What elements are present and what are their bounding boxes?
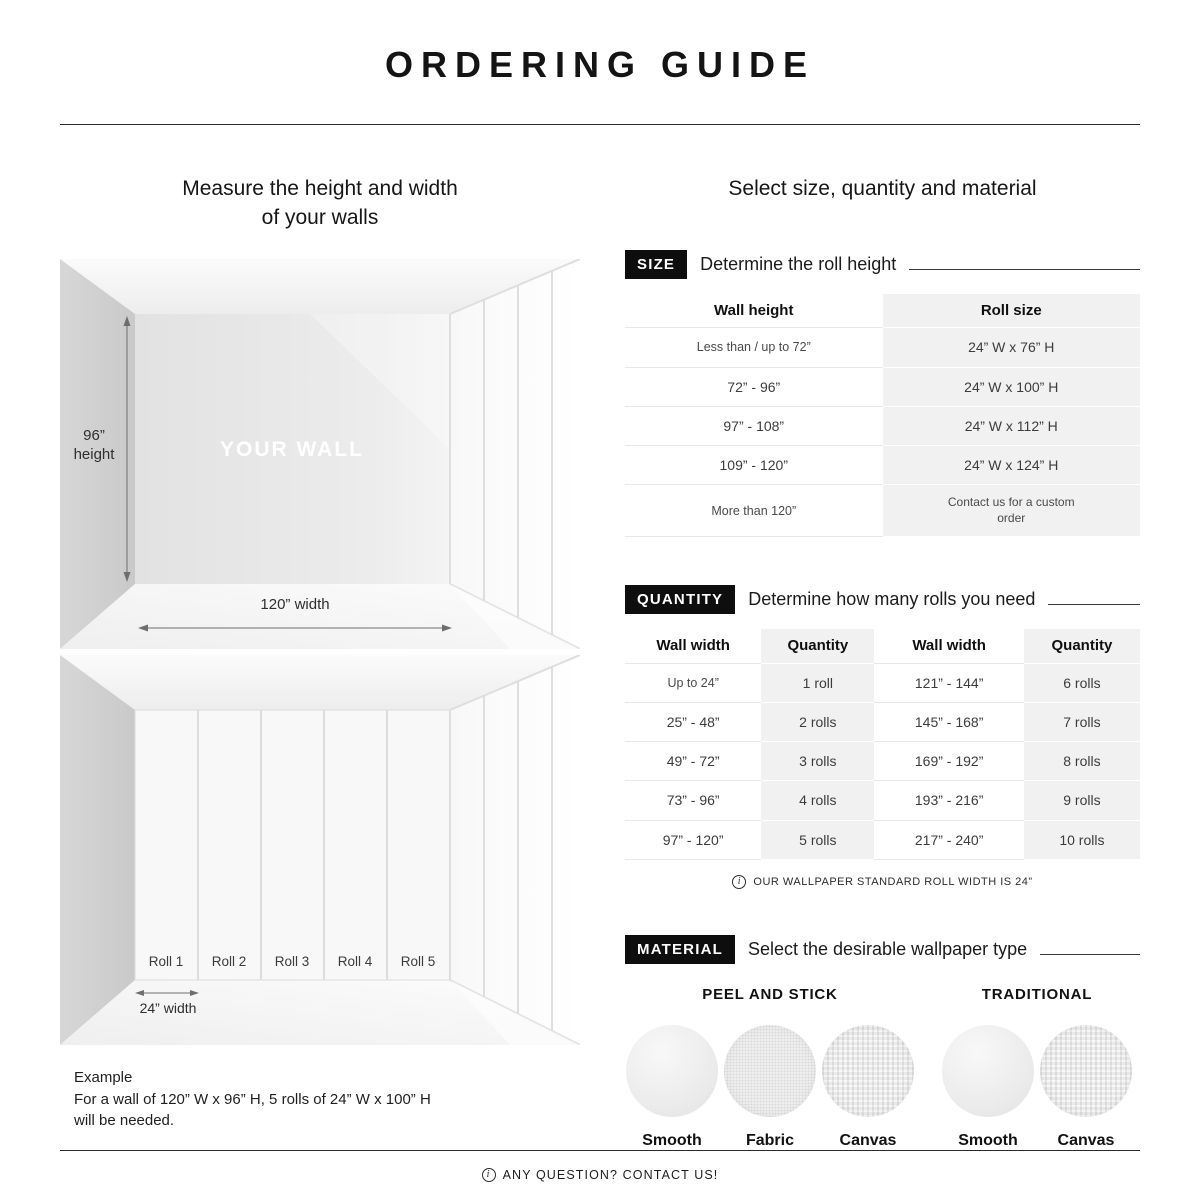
size-row xyxy=(625,407,1140,446)
quantity-row xyxy=(625,781,1140,820)
material-group-title: TRADITIONAL xyxy=(981,985,1093,1003)
wall-width-value: 145” - 168” xyxy=(874,703,1023,742)
wall-width-value: 25” - 48” xyxy=(625,703,761,742)
wall-width-value: 49” - 72” xyxy=(625,742,761,781)
wall-height-value: More than 120” xyxy=(625,485,883,537)
material-subtitle: Select the desirable wallpaper type xyxy=(747,938,1028,959)
size-badge: SIZE xyxy=(625,250,687,279)
left-wall xyxy=(60,655,135,1045)
roll-width-note xyxy=(625,875,1140,889)
roll-width-note-text: OUR WALLPAPER STANDARD ROLL WIDTH IS 24” xyxy=(753,875,1033,888)
quantity-subtitle: Determine how many rolls you need xyxy=(748,589,1036,610)
roll-size-value: 24” W x 100” H xyxy=(883,368,1141,407)
quantity-row xyxy=(625,703,1140,742)
size-row xyxy=(625,485,1140,537)
quantity-value: 2 rolls xyxy=(761,703,874,742)
quantity-value: 3 rolls xyxy=(761,742,874,781)
material-groups xyxy=(625,986,1140,1150)
wall-width-value: 217” - 240” xyxy=(874,821,1023,860)
swatch-canvas xyxy=(1039,1025,1133,1150)
material-section xyxy=(625,935,1140,1150)
your-wall-label: YOUR WALL xyxy=(220,437,364,461)
measure-column xyxy=(60,175,580,1150)
footer-note-text: ANY QUESTION? CONTACT US! xyxy=(502,1167,719,1182)
select-heading-text: Select size, quantity and material xyxy=(728,177,1037,200)
roll-label: Roll 3 xyxy=(274,953,310,969)
wall-width-label: 120” width xyxy=(260,595,330,613)
quantity-value: 6 rolls xyxy=(1024,664,1140,703)
quantity-row xyxy=(625,821,1140,860)
col-roll-size: Roll size xyxy=(883,294,1141,329)
measure-heading xyxy=(60,175,580,233)
canvas-texture-swatch xyxy=(1040,1025,1132,1117)
material-badge: MATERIAL xyxy=(625,935,735,964)
material-group-title: PEEL AND STICK xyxy=(702,985,838,1003)
quantity-value: 5 rolls xyxy=(761,821,874,860)
roll-label: Roll 2 xyxy=(211,953,247,969)
smooth-texture-swatch xyxy=(942,1025,1034,1117)
swatch-row xyxy=(941,1025,1133,1150)
wall-height-value: 72” - 96” xyxy=(625,368,883,407)
quantity-table xyxy=(625,629,1140,859)
roll-label: Roll 1 xyxy=(148,953,184,969)
page-title: ORDERING GUIDE xyxy=(384,44,816,85)
col-wall-width-2: Wall width xyxy=(874,629,1023,664)
window-glass xyxy=(450,655,580,1045)
measure-room-illustration xyxy=(60,259,580,649)
swatch-label: Canvas xyxy=(1057,1131,1115,1149)
select-heading xyxy=(625,175,1140,204)
footer xyxy=(0,1150,1200,1200)
quantity-value: 10 rolls xyxy=(1024,821,1140,860)
quantity-badge: QUANTITY xyxy=(625,585,735,614)
wall-height-value: 109” - 120” xyxy=(625,446,883,485)
rolls-room-illustration xyxy=(60,655,580,1045)
swatch-label: Smooth xyxy=(958,1131,1018,1149)
wall-width-value: 121” - 144” xyxy=(874,664,1023,703)
quantity-value: 8 rolls xyxy=(1024,742,1140,781)
example-line2: will be needed. xyxy=(74,1112,175,1130)
roll-label: Roll 5 xyxy=(400,953,436,969)
size-table xyxy=(625,294,1140,537)
smooth-texture-swatch xyxy=(626,1025,718,1117)
swatch-smooth xyxy=(625,1025,719,1150)
quantity-value: 7 rolls xyxy=(1024,703,1140,742)
size-row xyxy=(625,446,1140,485)
size-rule xyxy=(909,269,1140,270)
size-section xyxy=(625,250,1140,537)
roll-size-value: 24” W x 124” H xyxy=(883,446,1141,485)
quantity-section-head xyxy=(625,585,1140,614)
wall-width-value: 97” - 120” xyxy=(625,821,761,860)
measure-heading-line1: Measure the height and width xyxy=(182,177,458,200)
material-section-head xyxy=(625,935,1140,964)
wall-width-value: 73” - 96” xyxy=(625,781,761,820)
example-title: Example xyxy=(74,1068,133,1086)
height-value-label: 96” xyxy=(83,426,105,444)
swatch-fabric xyxy=(723,1025,817,1150)
quantity-rule xyxy=(1048,604,1140,605)
roll-size-value xyxy=(883,485,1141,537)
footer-note xyxy=(0,1168,1200,1182)
info-icon: i xyxy=(732,875,746,889)
quantity-value: 9 rolls xyxy=(1024,781,1140,820)
wall-width-value: 193” - 216” xyxy=(874,781,1023,820)
info-icon: i xyxy=(482,1168,496,1182)
swatch-label: Canvas xyxy=(839,1131,897,1149)
roll-label: Roll 4 xyxy=(337,953,373,969)
example-line1: For a wall of 120” W x 96” H, 5 rolls of 24” W x 100” H xyxy=(74,1090,431,1108)
col-wall-height: Wall height xyxy=(625,294,883,329)
title-divider xyxy=(60,124,1140,125)
wall-height-value: 97” - 108” xyxy=(625,407,883,446)
swatch-smooth xyxy=(941,1025,1035,1150)
main-content xyxy=(0,175,1200,1150)
size-section-head xyxy=(625,250,1140,279)
fabric-texture-swatch xyxy=(724,1025,816,1117)
quantity-table-header xyxy=(625,629,1140,664)
quantity-row xyxy=(625,742,1140,781)
swatch-label: Fabric xyxy=(745,1131,794,1149)
quantity-row xyxy=(625,664,1140,703)
window-glass xyxy=(450,259,580,649)
measure-heading-line2: of your walls xyxy=(261,205,379,229)
height-word-label: height xyxy=(73,445,115,463)
quantity-value: 1 roll xyxy=(761,664,874,703)
size-row xyxy=(625,328,1140,367)
roll-width-label: 24” width xyxy=(139,999,197,1016)
example-block xyxy=(60,1067,580,1132)
swatch-row xyxy=(625,1025,915,1150)
size-subtitle: Determine the roll height xyxy=(700,253,897,274)
wall-height-value: Less than / up to 72” xyxy=(625,328,883,367)
wall-width-value: 169” - 192” xyxy=(874,742,1023,781)
roll-size-value: 24” W x 76” H xyxy=(883,328,1141,367)
swatch-canvas xyxy=(821,1025,915,1150)
size-row xyxy=(625,368,1140,407)
roll-strips xyxy=(135,710,450,980)
roll-size-value: 24” W x 112” H xyxy=(883,407,1141,446)
material-group-traditional xyxy=(941,986,1133,1150)
canvas-texture-swatch xyxy=(822,1025,914,1117)
size-table-header xyxy=(625,294,1140,329)
col-quantity-1: Quantity xyxy=(761,629,874,664)
select-column xyxy=(625,175,1140,1150)
col-wall-width-1: Wall width xyxy=(625,629,761,664)
col-quantity-2: Quantity xyxy=(1024,629,1140,664)
quantity-section xyxy=(625,585,1140,888)
quantity-value: 4 rolls xyxy=(761,781,874,820)
material-group-peel-and-stick xyxy=(625,986,915,1150)
custom-order-text: Contact us for a custom order xyxy=(947,495,1075,525)
wall-width-value: Up to 24” xyxy=(625,664,761,703)
footer-divider xyxy=(60,1150,1140,1151)
swatch-label: Smooth xyxy=(642,1131,702,1149)
material-rule xyxy=(1040,954,1140,955)
